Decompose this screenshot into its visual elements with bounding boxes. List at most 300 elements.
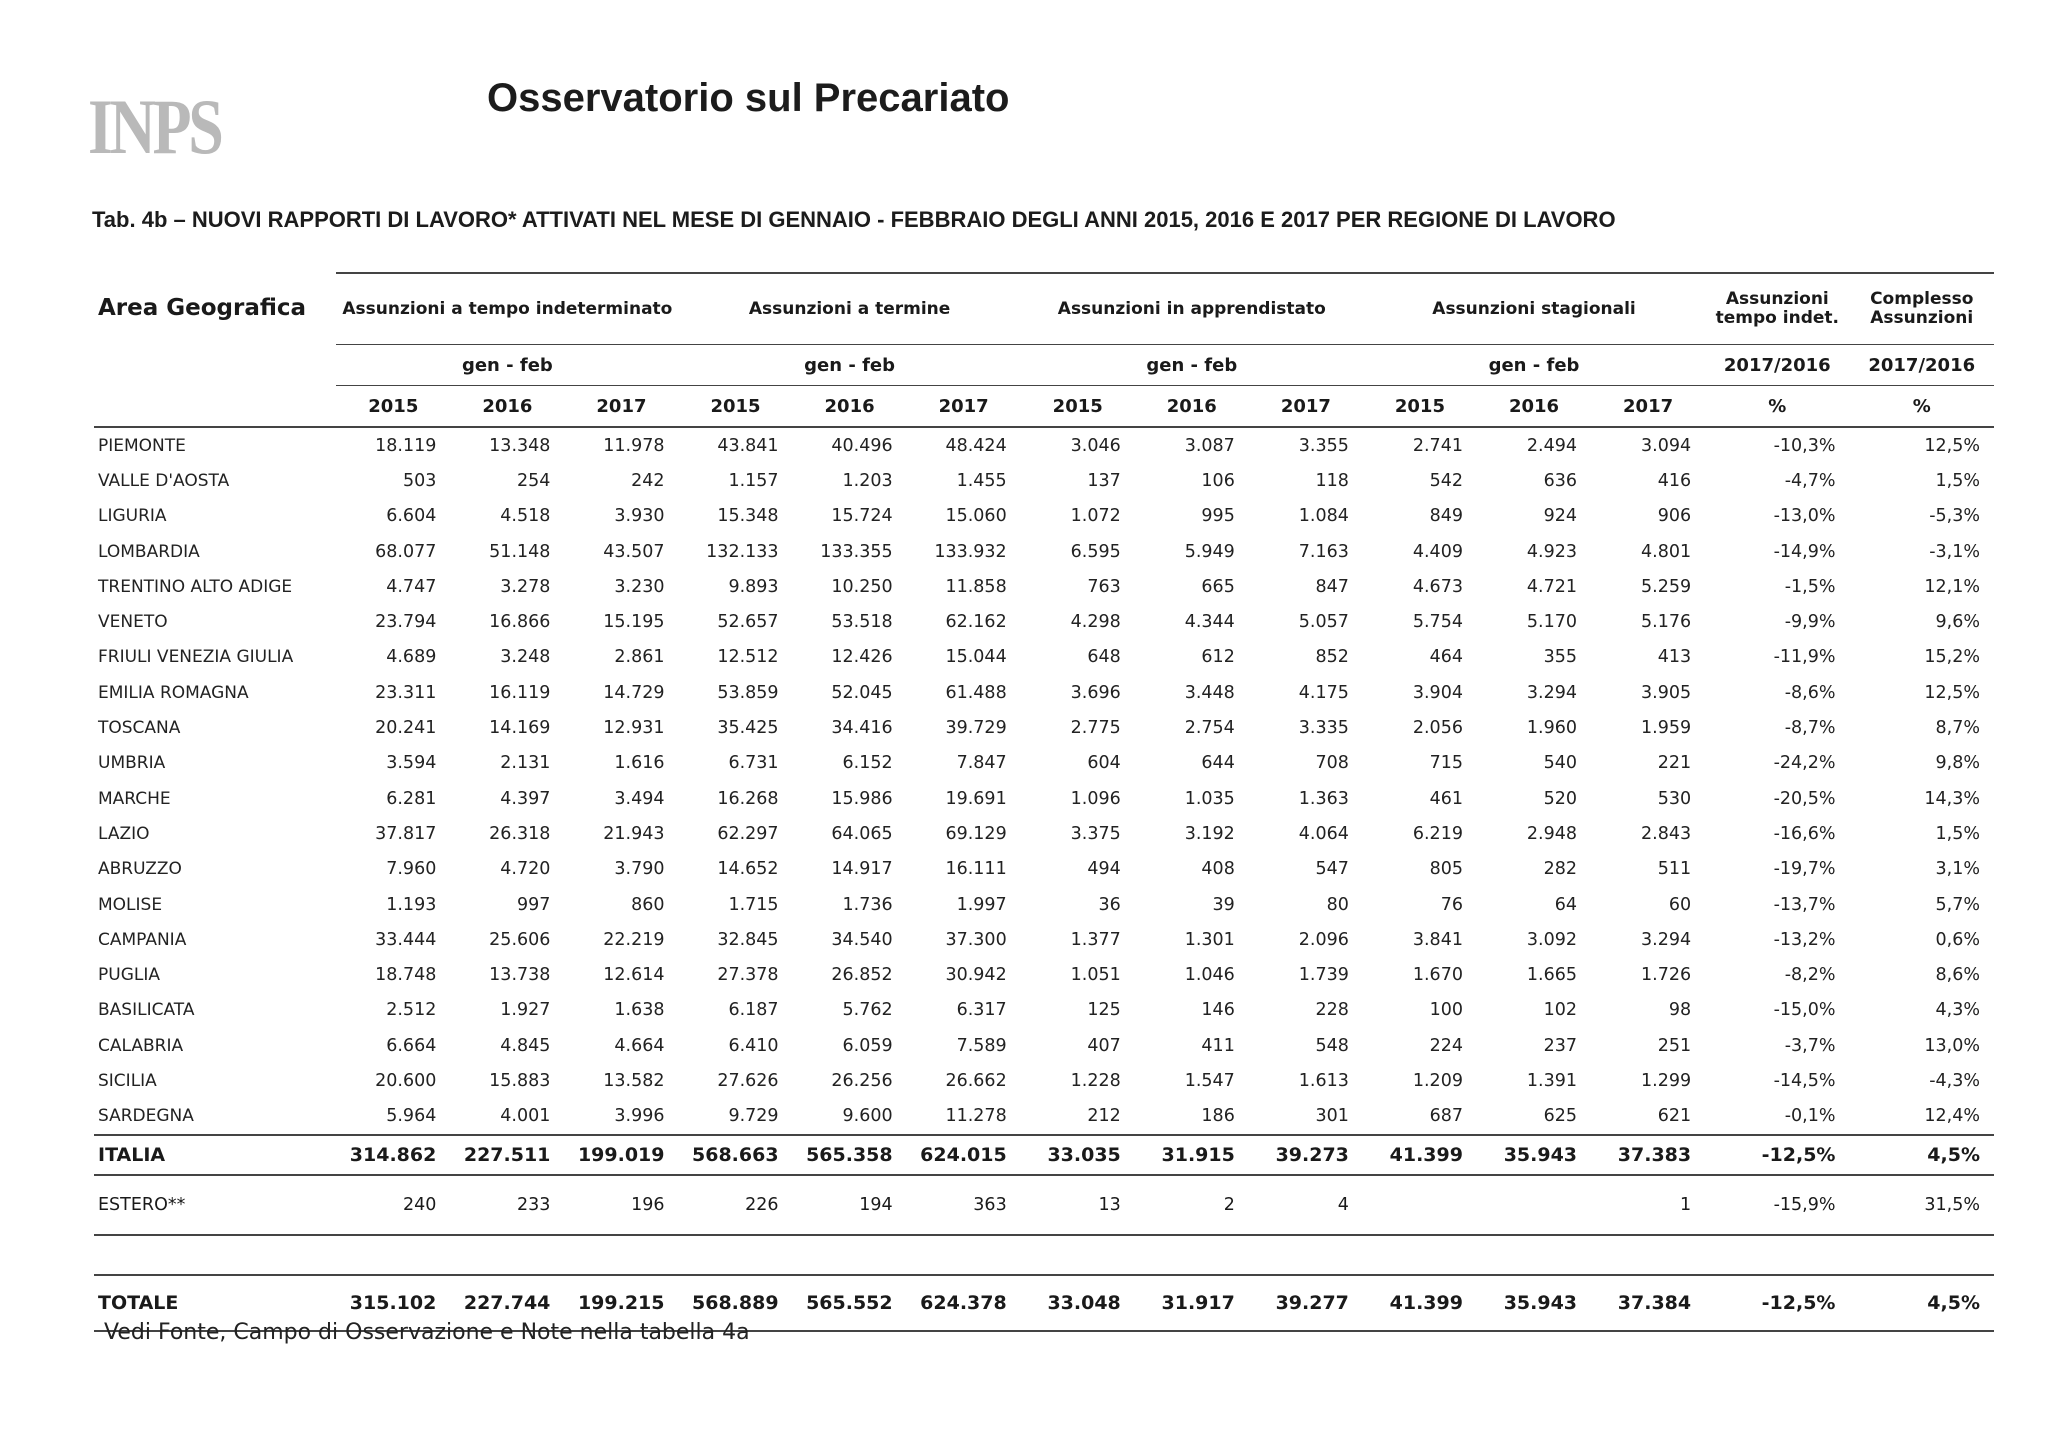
table-cell: 4.397 [500,788,551,809]
table-cell: 43.841 [717,435,779,456]
year-header: 2015 [336,386,450,428]
table-cell: 565.552 [793,1275,907,1331]
table-cell: 2.131 [500,753,551,774]
table-cell: 1.228 [1070,1070,1121,1091]
table-cell: 15,2% [1924,647,1980,668]
table-cell: 100 [1429,1000,1463,1021]
table-cell: 25.606 [489,929,551,950]
table-cell: 12,1% [1924,576,1980,597]
table-cell: 2.494 [1526,435,1578,456]
table-cell: 314.862 [336,1135,450,1175]
row-label: ESTERO** [94,1175,336,1235]
table-cell: 15.883 [489,1070,551,1091]
table-cell: 13 [1021,1175,1135,1235]
table-cell: 16.119 [489,682,551,703]
table-cell: 4,5% [1849,1275,1994,1331]
table-cell: 3,1% [1935,859,1980,880]
region-name: CAMPANIA [98,929,187,950]
table-cell: 137 [1087,470,1121,491]
table-row [94,427,1994,463]
table-cell: 6.152 [842,753,893,774]
table-cell: 1.665 [1526,965,1578,986]
table-cell: 39.729 [945,718,1007,739]
table-cell: 461 [1429,788,1463,809]
table-cell: 2.861 [614,647,665,668]
table-cell: 3.930 [614,506,665,527]
table-cell: 64.065 [831,823,893,844]
table-cell: 221 [1657,753,1692,774]
table-cell: 687 [1429,1106,1463,1127]
table-cell: 16.866 [489,612,551,633]
table-cell: 43.507 [603,541,665,562]
table-cell: 30.942 [945,965,1007,986]
table-cell: 35.425 [717,718,779,739]
table-cell: 4.720 [500,859,551,880]
table-cell [1477,1175,1591,1235]
table-cell: 408 [1201,859,1235,880]
table-cell: 12,5% [1924,435,1980,456]
table-cell: 12.931 [603,718,665,739]
table-cell: 26.662 [945,1070,1007,1091]
year-header: % [1849,386,1994,428]
table-cell: -13,0% [1773,506,1836,527]
table-cell: 102 [1543,1000,1578,1021]
table-cell: 3.494 [614,788,665,809]
table-cell: 847 [1315,576,1349,597]
table-cell: 4.001 [500,1106,551,1127]
table-cell: 4,5% [1849,1135,1994,1175]
region-name: FRIULI VENEZIA GIULIA [98,647,294,668]
table-cell: 6.059 [842,1035,893,1056]
table-cell: 511 [1657,859,1692,880]
table-cell: 1.301 [1184,929,1235,950]
table-cell: 37.300 [945,929,1007,950]
table-cell: 363 [907,1175,1021,1235]
table-row [94,463,1994,498]
table-cell: 503 [402,470,437,491]
table-cell: 5.057 [1298,612,1349,633]
table-cell: 27.626 [717,1070,779,1091]
table-cell: 13.348 [489,435,551,456]
table-cell: 464 [1429,647,1463,668]
table-cell: 3.248 [500,647,551,668]
table-cell: 133.932 [934,541,1007,562]
table-cell: 23.311 [375,682,437,703]
table-cell: 36 [1098,894,1121,915]
table-cell: 6.410 [728,1035,779,1056]
table-cell: 5.176 [1641,612,1692,633]
table-cell: 621 [1657,1106,1692,1127]
blank-cell [94,345,336,386]
table-cell: 3.087 [1184,435,1235,456]
table-cell: 9.600 [842,1106,893,1127]
table-cell: 41.399 [1363,1135,1477,1175]
year-header: 2017 [1249,386,1363,428]
year-header: 2016 [1477,386,1591,428]
table-cell: 2.775 [1070,718,1121,739]
table-cell: 226 [678,1175,792,1235]
table-cell: 1.726 [1641,965,1692,986]
table-cell: 1.157 [728,470,779,491]
table-cell: 1.638 [614,1000,665,1021]
table-cell: 3.335 [1298,718,1349,739]
table-cell: 4 [1249,1175,1363,1235]
table-cell: 2.512 [386,1000,437,1021]
table-cell: -14,5% [1773,1070,1836,1091]
table-cell: 52.657 [717,612,779,633]
table-cell: 146 [1201,1000,1235,1021]
group-header: Assunzioni stagionali [1363,273,1705,345]
table-cell: -11,9% [1773,647,1836,668]
table-cell: 3.230 [614,576,665,597]
period-header: gen - feb [1363,345,1705,386]
table-cell: -5,3% [1929,506,1980,527]
period-header: gen - feb [336,345,678,386]
region-name: SICILIA [98,1070,157,1091]
table-cell: 3.046 [1070,435,1121,456]
year-header: 2016 [450,386,564,428]
table-cell: 10.250 [831,576,893,597]
table-cell: 995 [1201,506,1235,527]
table-row [94,640,1994,675]
table-cell: 1.613 [1298,1070,1349,1091]
table-cell: 805 [1429,859,1463,880]
table-cell: 1.096 [1070,788,1121,809]
region-name: VENETO [98,612,168,633]
table-cell: 8,7% [1935,718,1980,739]
group-header: Assunzioni a termine [678,273,1020,345]
table-cell: 1.072 [1070,506,1121,527]
table-cell: 3.696 [1070,682,1121,703]
table-cell: 3.294 [1526,682,1578,703]
group-header: Assunzioni a tempo indeterminato [336,273,678,345]
table-cell: 13.582 [603,1070,665,1091]
table-cell: 9.729 [728,1106,779,1127]
table-cell: 3.278 [500,576,551,597]
table-cell: 35.943 [1477,1275,1591,1331]
year-header: % [1705,386,1849,428]
table-cell: 5.754 [1412,612,1463,633]
table-cell: 2.096 [1298,929,1349,950]
table-cell: 407 [1087,1035,1121,1056]
table-header-periods [94,345,1994,386]
table-cell: -4,7% [1784,470,1836,491]
table-cell: 14,3% [1924,788,1980,809]
table-cell: 1.455 [956,470,1007,491]
table-cell: 12,4% [1924,1106,1980,1127]
table-cell: -15,9% [1705,1175,1849,1235]
spacer-row [94,1235,1994,1275]
table-cell: 224 [1429,1035,1463,1056]
table-cell: 648 [1087,647,1121,668]
table-cell: 6.664 [386,1035,437,1056]
estero-row [94,1175,1994,1235]
table-cell: 20.600 [375,1070,437,1091]
table-cell: 924 [1543,506,1578,527]
table-row [94,922,1994,957]
region-name: SARDEGNA [98,1106,194,1127]
table-cell: 194 [793,1175,907,1235]
table-cell: 251 [1657,1035,1692,1056]
table-cell: -24,2% [1773,753,1836,774]
table-cell: 1.616 [614,753,665,774]
table-cell: 48.424 [945,435,1007,456]
table-cell: 2.948 [1526,823,1578,844]
year-header: 2015 [678,386,792,428]
table-cell: 625 [1543,1106,1578,1127]
table-cell: 11.978 [603,435,665,456]
region-name: ABRUZZO [98,859,182,880]
table-cell: -8,2% [1784,965,1836,986]
table-cell: 23.794 [375,612,437,633]
table-cell: 196 [564,1175,678,1235]
table-row [94,1063,1994,1098]
table-cell: 4.175 [1298,682,1349,703]
table-cell: 9,6% [1935,612,1980,633]
table-cell: -1,5% [1784,576,1836,597]
year-header: 2017 [907,386,1021,428]
table-cell: 4.298 [1070,612,1121,633]
table-row [94,1028,1994,1063]
region-name: UMBRIA [98,753,166,774]
table-cell: 1.739 [1298,965,1349,986]
table-cell: 31,5% [1849,1175,1994,1235]
table-cell: 12,5% [1924,682,1980,703]
period-header: 2017/2016 [1849,345,1994,386]
table-cell: 6.219 [1412,823,1463,844]
table-cell: 7.589 [956,1035,1007,1056]
table-cell: 636 [1543,470,1578,491]
table-cell: 1 [1591,1175,1705,1235]
table-cell: 21.943 [603,823,665,844]
region-name: MARCHE [98,788,171,809]
table-cell: 1.670 [1412,965,1463,986]
table-cell: 6.187 [728,1000,779,1021]
table-cell: 6.731 [728,753,779,774]
table-cell: 18.119 [375,435,437,456]
table-cell: 61.488 [945,682,1007,703]
table-cell: 2.754 [1184,718,1235,739]
table-cell: 13,0% [1924,1035,1980,1056]
table-cell: 76 [1440,894,1463,915]
table-cell: -4,3% [1929,1070,1980,1091]
table-row [94,1099,1994,1135]
table-cell: 13.738 [489,965,551,986]
region-name: CALABRIA [98,1035,184,1056]
table-cell: 1.046 [1184,965,1235,986]
table-cell: -20,5% [1773,788,1836,809]
table-cell: 11.278 [945,1106,1007,1127]
table-cell: 4.801 [1641,541,1692,562]
table-cell: 1.927 [500,1000,551,1021]
table-cell: 565.358 [793,1135,907,1175]
table-cell: 860 [631,894,665,915]
table-cell: 494 [1087,859,1121,880]
table-cell: 37.817 [375,823,437,844]
table-cell: 15.060 [945,506,1007,527]
table-cell: 6.281 [386,788,437,809]
table-cell: 1.051 [1070,965,1121,986]
table-cell: 7.163 [1298,541,1349,562]
table-cell: 411 [1201,1035,1235,1056]
group-header: Complesso Assunzioni [1849,273,1994,345]
table-cell: 568.663 [678,1135,792,1175]
table-caption: Tab. 4b – NUOVI RAPPORTI DI LAVORO* ATTIVATI NEL MESE DI GENNAIO - FEBBRAIO DEGLI ANNI 2015, 2016 E 2017 PER REGIONE DI LAVORO [92,207,1616,232]
table-cell: 33.048 [1021,1275,1135,1331]
table-cell: 199.019 [564,1135,678,1175]
table-cell: 3.841 [1412,929,1463,950]
table-cell: 12.614 [603,965,665,986]
year-header: 2016 [1135,386,1249,428]
table-cell: 4.518 [500,506,551,527]
table-cell: 14.729 [603,682,665,703]
table-cell: -3,1% [1929,541,1980,562]
table-cell: 1.203 [842,470,893,491]
table-cell: 39 [1212,894,1235,915]
row-label: TOTALE [94,1275,336,1331]
table-cell: 16.268 [717,788,779,809]
table-row [94,816,1994,851]
table-cell: 3.294 [1641,929,1692,950]
table-row [94,675,1994,710]
table-row [94,993,1994,1028]
table-cell: 4.664 [614,1035,665,1056]
region-name: VALLE D'AOSTA [98,470,230,491]
table-cell: 542 [1429,470,1463,491]
table-cell: -8,6% [1784,682,1836,703]
area-header: Area Geografica [98,295,307,322]
table-cell: 237 [1543,1035,1578,1056]
table-cell: 3.905 [1641,682,1692,703]
region-name: LOMBARDIA [98,541,200,562]
italia-total-row [94,1135,1994,1175]
table-cell: 106 [1201,470,1235,491]
row-label: ITALIA [94,1135,336,1175]
table-cell: 2.741 [1412,435,1463,456]
table-cell: 227.511 [450,1135,564,1175]
table-cell: 15.348 [717,506,779,527]
table-cell: 41.399 [1363,1275,1477,1331]
table-row [94,781,1994,816]
table-cell: 12.512 [717,647,779,668]
table-cell: 4.344 [1184,612,1235,633]
table-cell: 315.102 [336,1275,450,1331]
table-cell: 27.378 [717,965,779,986]
table-cell: 31.917 [1135,1275,1249,1331]
table-cell: 906 [1657,506,1692,527]
table-cell: 644 [1201,753,1235,774]
table-cell: 5.259 [1641,576,1692,597]
table-cell: -10,3% [1773,435,1836,456]
table-cell: 227.744 [450,1275,564,1331]
table-cell: 80 [1326,894,1349,915]
page-title: Osservatorio sul Precariato [487,76,1010,120]
region-name: TRENTINO ALTO ADIGE [98,576,293,597]
table-cell: 60 [1668,894,1692,915]
table-cell: 62.297 [717,823,779,844]
table-cell: 4.409 [1412,541,1463,562]
table-cell: 3.996 [614,1106,665,1127]
table-cell: 9.893 [728,576,779,597]
table-cell: 15.044 [945,647,1007,668]
year-header: 2017 [1591,386,1705,428]
table-cell: 37.384 [1591,1275,1705,1331]
table-cell: 568.889 [678,1275,792,1331]
table-cell: 1.391 [1526,1070,1578,1091]
table-cell: 4.923 [1526,541,1578,562]
table-cell: 8,6% [1935,965,1980,986]
table-cell: 1.377 [1070,929,1121,950]
table-cell: 98 [1668,1000,1692,1021]
period-header: 2017/2016 [1705,345,1849,386]
table-cell: 6.317 [956,1000,1007,1021]
table-cell: 14.917 [831,859,893,880]
table-cell: 4.721 [1526,576,1578,597]
table-row [94,569,1994,604]
table-cell: 7.847 [956,753,1007,774]
table-cell: 1,5% [1935,470,1980,491]
table-cell: 133.355 [820,541,893,562]
table-cell: 40.496 [831,435,893,456]
table-cell: 37.383 [1591,1135,1705,1175]
footnote: Vedi Fonte, Campo di Osservazione e Note nella tabella 4a [104,1320,750,1345]
table-cell: 3.448 [1184,682,1235,703]
table-cell: 68.077 [375,541,437,562]
table-cell: -19,7% [1773,859,1836,880]
table-cell: 1.960 [1526,718,1578,739]
table-cell: -12,5% [1705,1135,1849,1175]
table-cell: 540 [1543,753,1578,774]
table-cell: 548 [1315,1035,1349,1056]
table-cell: 31.915 [1135,1135,1249,1175]
year-header: 2015 [1363,386,1477,428]
table-row [94,887,1994,922]
region-name: TOSCANA [98,718,181,739]
table-cell: -14,9% [1773,541,1836,562]
table-cell: 125 [1087,1000,1121,1021]
table-cell: -0,1% [1784,1106,1836,1127]
table-cell: 4.673 [1412,576,1463,597]
table-cell: 53.518 [831,612,893,633]
table-cell: 624.378 [907,1275,1021,1331]
inps-logo: INPS [88,83,221,170]
group-header: Assunzioni in apprendistato [1021,273,1363,345]
table-cell: -3,7% [1784,1035,1836,1056]
table-cell: 547 [1315,859,1349,880]
spacer-cell [94,1235,1994,1275]
table-cell: -8,7% [1784,718,1836,739]
table-cell: 3.790 [614,859,665,880]
table-cell: 2 [1135,1175,1249,1235]
table-cell: 3.594 [386,753,437,774]
table-cell: 0,6% [1935,929,1980,950]
table-cell: 4.845 [500,1035,551,1056]
table-cell: 715 [1429,753,1463,774]
table-cell: 1.997 [956,894,1007,915]
table-header-years [94,386,1994,428]
table-cell: 26.318 [489,823,551,844]
table-cell: 35.943 [1477,1135,1591,1175]
table-cell: 5.949 [1184,541,1235,562]
table-cell: 62.162 [945,612,1007,633]
table-row [94,499,1994,534]
period-header: gen - feb [678,345,1020,386]
table-cell: 1.193 [386,894,437,915]
year-header: 2017 [564,386,678,428]
table-cell: 3.192 [1184,823,1235,844]
table-cell: 212 [1087,1106,1121,1127]
table-cell: 530 [1657,788,1692,809]
